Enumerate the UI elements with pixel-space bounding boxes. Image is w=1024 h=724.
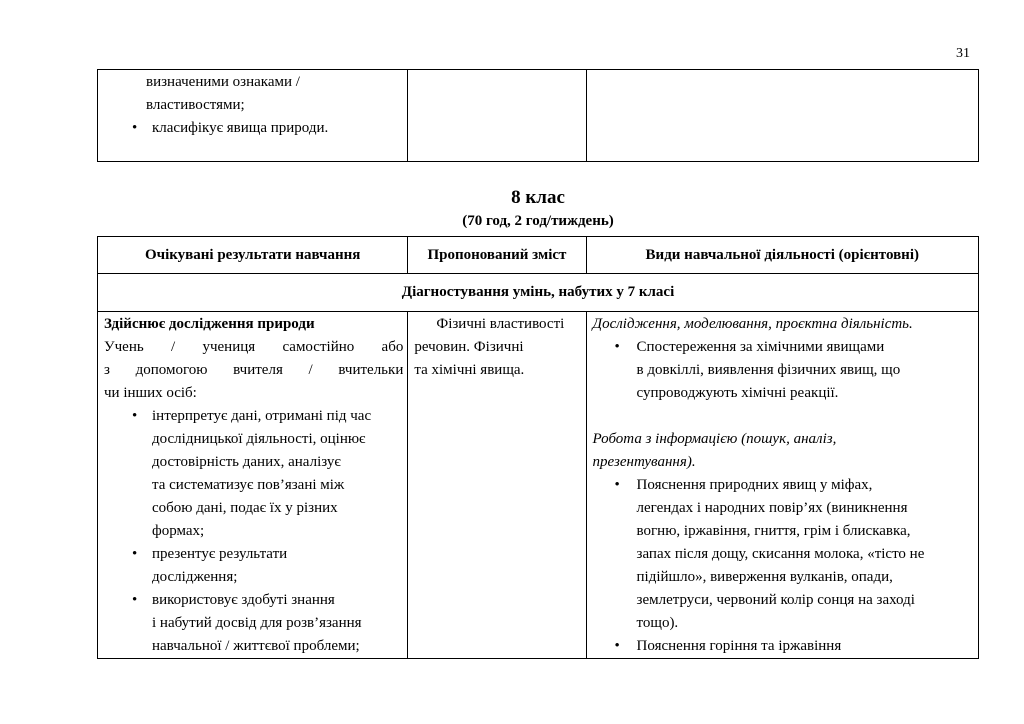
list-item [593, 336, 972, 405]
bullet-icon: • [132, 408, 138, 424]
column-header-outcomes: Очікувані результати навчання [98, 237, 408, 274]
text-line: властивостями; [146, 97, 245, 113]
text-line: собою дані, подає їх у різних [152, 500, 338, 516]
text-line: тощо). [636, 615, 679, 631]
text-line: презентує результати [152, 546, 288, 562]
curriculum-table [97, 236, 979, 659]
table-header-row [98, 237, 979, 274]
text-line: Пояснення природних явищ у міфах, [636, 477, 873, 493]
spacer [593, 405, 972, 428]
text-line: використовує здобуті знання [152, 592, 335, 608]
bullet-list [104, 405, 403, 658]
section-title: презентування). [592, 454, 696, 470]
text-line: та хімічні явища. [414, 362, 525, 378]
bullet-icon: • [614, 339, 620, 355]
list-item [593, 474, 972, 635]
list-item [104, 117, 403, 140]
text-line: Фізичні властивості [436, 316, 565, 332]
text-line: речовин. Фізичні [414, 339, 524, 355]
text-line: Учень / учениця самостійно або [104, 339, 404, 355]
text-line: з допомогою вчителя / вчительки [104, 362, 404, 378]
list-item [104, 589, 403, 658]
bullet-icon: • [132, 120, 138, 136]
bullet-icon: • [614, 638, 620, 654]
text-line: визначеними ознаками / [146, 74, 300, 90]
content-cell [408, 312, 586, 659]
previous-table-continuation [97, 69, 979, 162]
text-line: легендах і народних повір’ях (виникнення [636, 500, 908, 516]
text-line: інтерпретує дані, отримані під час [152, 408, 372, 424]
diagnostic-row [98, 274, 979, 312]
text-line: вогню, іржавіння, гниття, грім і блискавка, [636, 523, 911, 539]
bullet-list [593, 474, 972, 658]
text-line: в довкіллі, виявлення фізичних явищ, що [636, 362, 901, 378]
text-line: Спостереження за хімічними явищами [636, 339, 885, 355]
bullet-list [593, 336, 972, 405]
text-line: формах; [152, 523, 205, 539]
text-line: землетруси, червоний колір сонця на заході [636, 592, 915, 608]
list-item [104, 405, 403, 543]
list-item [593, 635, 972, 658]
diagnostic-cell: Діагностування умінь, набутих у 7 класі [98, 274, 979, 312]
content-cell [408, 70, 586, 162]
text-line: запах після дощу, скисання молока, «тісто не [636, 546, 925, 562]
text-line: дослідницької діяльності, оцінює [152, 431, 366, 447]
outcome-heading: Здійснює дослідження природи [104, 316, 315, 332]
outcomes-cell [98, 312, 408, 659]
table-row [98, 312, 979, 659]
bullet-icon: • [132, 546, 138, 562]
grade-title: 8 клас [511, 187, 565, 208]
list-item-text: класифікує явища природи. [152, 120, 329, 136]
activities-cell [586, 70, 978, 162]
text-line: підійшло», виверження вулканів, опади, [636, 569, 893, 585]
text-line: достовірність даних, аналізує [152, 454, 341, 470]
text-line: навчальної / життєвої проблеми; [152, 638, 360, 654]
activities-cell [586, 312, 978, 659]
text-line: і набутий досвід для розв’язання [152, 615, 362, 631]
text-line: чи інших осіб: [104, 385, 197, 401]
column-header-content: Пропонований зміст [408, 237, 586, 274]
column-header-activities: Види навчальної діяльності (орієнтовні) [586, 237, 978, 274]
outcomes-cell [98, 70, 408, 162]
grade-hours: (70 год, 2 год/тиждень) [462, 213, 614, 229]
list-item [104, 543, 403, 589]
section-title: Робота з інформацією (пошук, аналіз, [592, 431, 837, 447]
bullet-icon: • [614, 477, 620, 493]
page-number: 31 [956, 46, 970, 61]
text-line: дослідження; [152, 569, 238, 585]
text-line: супроводжують хімічні реакції. [636, 385, 839, 401]
section-title: Дослідження, моделювання, проєктна діяльність. [592, 316, 913, 332]
text-line: та систематизує пов’язані між [152, 477, 345, 493]
text-line: Пояснення горіння та іржавіння [636, 638, 842, 654]
table-row [98, 70, 979, 162]
bullet-icon: • [132, 592, 138, 608]
bullet-list [104, 117, 403, 140]
